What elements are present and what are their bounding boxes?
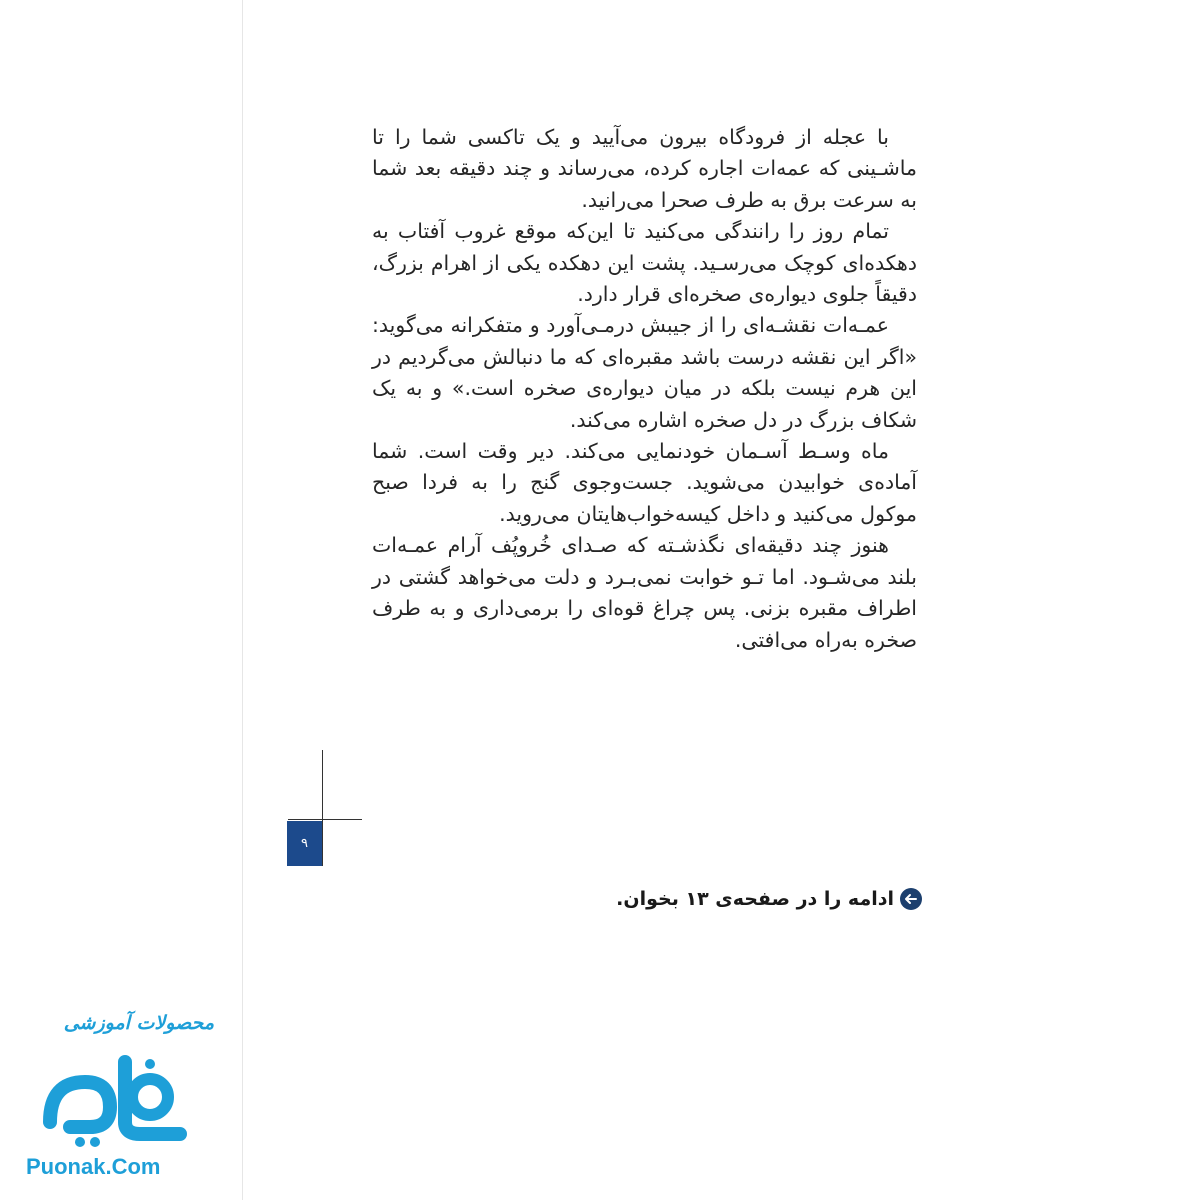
crop-mark-horizontal [288, 819, 362, 820]
logo-url: Puonak.Com [26, 1154, 161, 1179]
body-text [372, 122, 917, 656]
arrow-left-icon [900, 888, 922, 910]
paragraph: عمـه‌ات نقشـه‌ای را از جیبش درمـی‌آورد و متفکرانه می‌گوید: «اگر این نقشه درست باشد مقبره‌ای که ما دنبالش می‌گردیم در این هرم نیست بلکه در میان دیواره‌ی صخره است.» و به یک شکاف بزرگ در دل صخره اشاره می‌کند. [372, 313, 917, 432]
paragraph: هنوز چند دقیقه‌ای نگذشـته که صـدای خُروپُف آرام عمـه‌ات بلند می‌شـود. اما تـو خوابت نمی‌بـرد و دلت می‌خواهد گشتی در اطراف مقبره بزنی. پس چراغ قوه‌ای را برمی‌داری و به طرف صخره به‌راه می‌افتی. [372, 533, 917, 652]
paragraph: تمام روز را رانندگی می‌کنید تا این‌که موقع غروب آفتاب به دهکده‌ای کوچک می‌رسـید. پشت این دهکده یکی از اهرام بزرگ، دقیقاً جلوی دیواره‌ی صخره‌ای قرار دارد. [372, 219, 917, 307]
puonak-logo [20, 1012, 220, 1192]
paragraph: ماه وسـط آسـمان خودنمایی می‌کند. دیر وقت است. شما آماده‌ی خوابیدن می‌شوید. جست‌وجوی گنج را به فردا صبح موکول می‌کنید و داخل کیسه‌خواب‌هایتان می‌روید. [372, 439, 917, 526]
crop-mark-vertical [322, 750, 323, 866]
logo-tagline: محصولات آموزشی [63, 1012, 214, 1034]
puonak-logo-mark [40, 1042, 200, 1152]
continue-text: ادامه را در صفحه‌ی ۱۳ بخوان. [616, 888, 894, 910]
paragraph: با عجله از فرودگاه بیرون می‌آیید و یک تاکسی شما را تا ماشـینی که عمه‌ات اجاره کرده، می‌رساند و چند دقیقه بعد شما به سرعت برق به طرف صحرا می‌رانید. [372, 125, 917, 212]
continue-instruction [616, 888, 922, 910]
page-number: ۹ [287, 821, 322, 866]
